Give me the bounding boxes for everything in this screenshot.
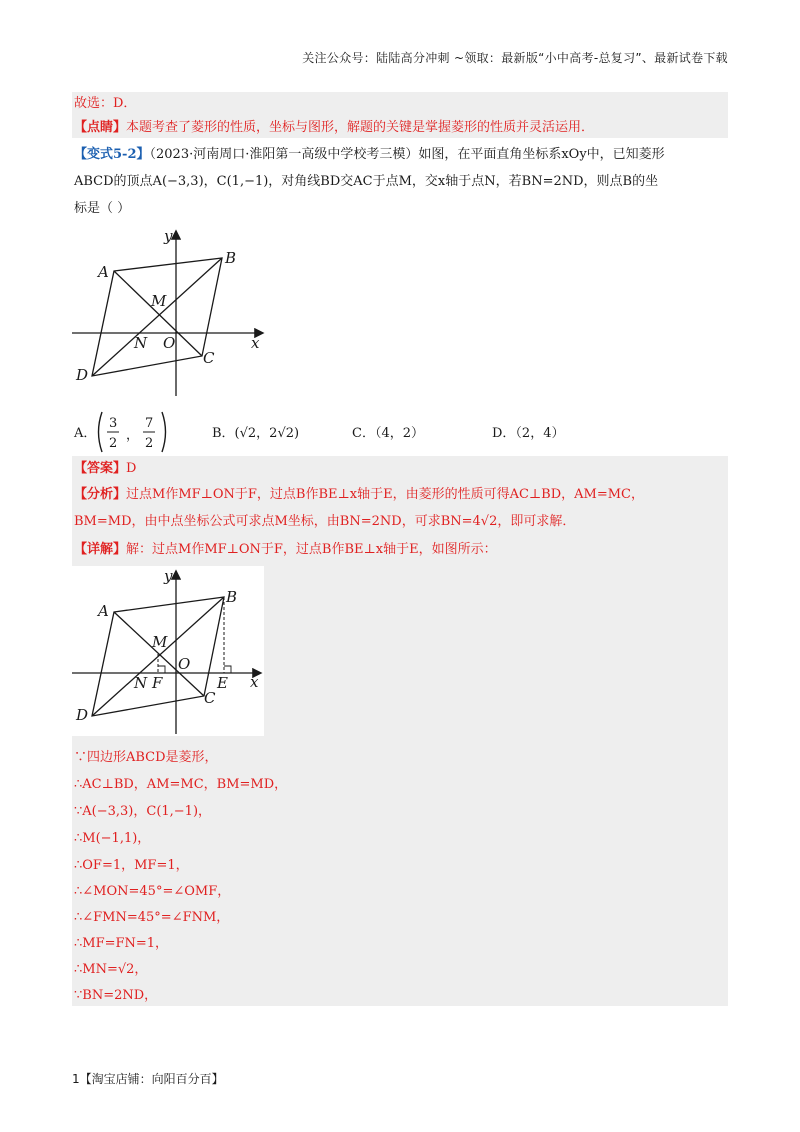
solution-figure xyxy=(72,566,264,736)
answer-value: D xyxy=(126,461,137,476)
label-c-2: C xyxy=(204,689,216,707)
step-10: ∵BN=2ND， xyxy=(74,988,158,1003)
right-angle-f xyxy=(158,666,165,673)
label-x: x xyxy=(251,334,260,352)
svg-text:，: ， xyxy=(126,428,140,443)
option-c: C．（4，2） xyxy=(352,426,424,441)
prev-comment-text: 本题考查了菱形的性质，坐标与图形，解题的关键是掌握菱形的性质并灵活运用． xyxy=(126,120,595,135)
label-o-2: O xyxy=(178,655,191,673)
label-d-2: D xyxy=(76,706,89,724)
option-a-den2: 2 xyxy=(145,436,154,451)
step-8: ∴MF=FN=1， xyxy=(74,936,169,951)
problem-line-3: 标是（ ） xyxy=(74,201,131,216)
problem-line-2: ABCD的顶点A(−3,3)，C(1,−1)，对角线BD交AC于点M，交x轴于点N，若BN=2ND，则点B的坐 xyxy=(74,174,659,189)
step-9: ∴MN=√2， xyxy=(74,962,148,977)
option-d: D．（2，4） xyxy=(492,426,565,441)
label-a-2: A xyxy=(98,602,109,620)
page-header: 关注公众号：陆陆高分冲刺 ~领取：最新版“小中高考-总复习”、最新试卷下载 xyxy=(302,51,728,65)
label-d: D xyxy=(76,366,89,384)
option-b: B．(√2，2√2) xyxy=(212,426,300,441)
option-a-num2: 7 xyxy=(145,416,154,431)
label-y-2: y xyxy=(164,567,173,585)
prev-choice: 故选：D． xyxy=(74,96,137,111)
option-a-prefix: A． xyxy=(74,426,97,441)
step-6: ∴∠MON=45°=∠OMF， xyxy=(74,884,231,899)
analysis-tag: 【分析】 xyxy=(74,487,127,502)
page-footer: 1【淘宝店铺：向阳百分百】 xyxy=(72,1072,224,1086)
answer-line xyxy=(74,459,136,479)
detail-intro: 解：过点M作MF⊥ON于F，过点B作BE⊥x轴于E，如图所示： xyxy=(126,542,497,557)
option-a-frac xyxy=(94,410,170,454)
detail-tag: 【详解】 xyxy=(74,542,127,557)
label-a: A xyxy=(98,263,109,281)
step-3: ∵A(−3,3)，C(1,−1)， xyxy=(74,804,212,819)
label-n-2: N xyxy=(134,674,148,692)
prev-comment-tag: 【点睛】 xyxy=(74,120,127,135)
step-7: ∴∠FMN=45°=∠FNM， xyxy=(74,910,230,925)
analysis-line-1 xyxy=(74,485,644,505)
problem-figure xyxy=(72,226,272,401)
option-a-den1: 2 xyxy=(109,436,118,451)
label-f-2: F xyxy=(152,674,163,692)
label-n: N xyxy=(134,334,148,352)
analysis-line-2: BM=MD，由中点坐标公式可求点M坐标，由BN=2ND，可求BN=4√2，即可求解． xyxy=(74,514,576,529)
label-m-2: M xyxy=(152,633,168,651)
step-4: ∴M(−1,1)， xyxy=(74,831,151,846)
step-2: ∴AC⊥BD，AM=MC，BM=MD， xyxy=(74,777,288,792)
label-x-2: x xyxy=(250,673,259,691)
answer-tag: 【答案】 xyxy=(74,461,127,476)
label-b: B xyxy=(225,249,237,267)
problem-line-1 xyxy=(74,145,665,165)
label-m: M xyxy=(151,292,167,310)
detail-line xyxy=(74,540,497,560)
step-5: ∴OF=1，MF=1， xyxy=(74,858,189,873)
analysis-text-1: 过点M作MF⊥ON于F，过点B作BE⊥x轴于E，由菱形的性质可得AC⊥BD，AM=MC， xyxy=(126,487,644,502)
problem-text-1: （2023·河南周口·淮阳第一高级中学校考三模）如图，在平面直角坐标系xOy中，已知菱形 xyxy=(149,147,665,162)
label-e-2: E xyxy=(217,674,228,692)
prev-comment-line xyxy=(74,118,594,138)
right-angle-e xyxy=(224,666,231,673)
label-b-2: B xyxy=(226,588,238,606)
label-y: y xyxy=(164,227,173,245)
option-a-num1: 3 xyxy=(109,416,118,431)
problem-tag: 【变式5-2】 xyxy=(74,147,150,162)
label-c: C xyxy=(203,349,215,367)
label-o: O xyxy=(163,334,176,352)
step-1: ∵四边形ABCD是菱形， xyxy=(74,750,218,765)
